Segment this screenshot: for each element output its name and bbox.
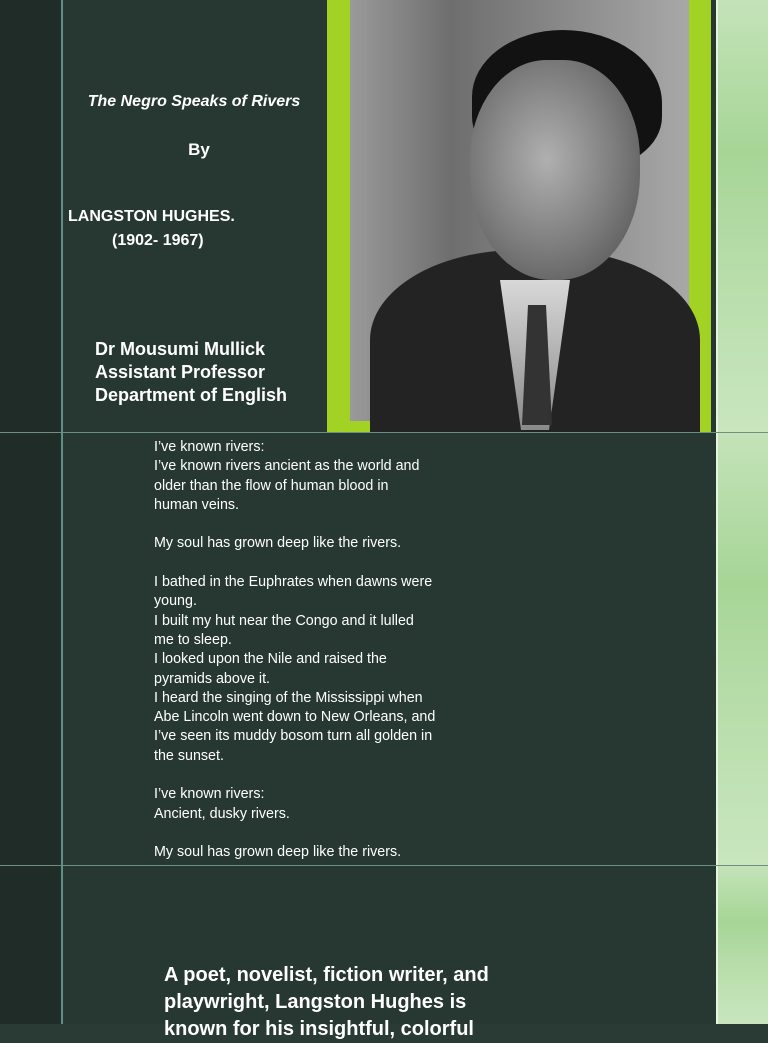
poem-slide <box>0 433 768 865</box>
lecturer-name: Dr Mousumi Mullick <box>95 339 266 359</box>
bio-line: playwright, Langston Hughes is <box>164 991 467 1013</box>
left-band <box>0 0 61 432</box>
poem-line: I’ve seen its muddy bosom turn all golden in <box>154 728 433 745</box>
poem-line: Abe Lincoln went down to New Orleans, and <box>154 709 436 726</box>
poem-stanza <box>154 785 514 824</box>
poem-line: young. <box>154 593 197 610</box>
poem-line: older than the flow of human blood in <box>154 477 389 494</box>
poem-stanza <box>154 534 514 553</box>
title-slide <box>0 0 768 432</box>
poem-line: I built my hut near the Congo and it lulled <box>154 612 414 629</box>
left-band <box>0 433 61 865</box>
poem-line: I looked upon the Nile and raised the <box>154 651 387 668</box>
author-name: LANGSTON HUGHES. <box>68 208 235 225</box>
green-side-panel <box>716 866 768 1024</box>
bio-line: A poet, novelist, fiction writer, and <box>164 964 489 986</box>
poem-stanza <box>154 438 514 515</box>
portrait-photo <box>350 0 689 421</box>
poem-line: Ancient, dusky rivers. <box>154 805 290 822</box>
poem-stanza <box>154 843 514 862</box>
poem-line: My soul has grown deep like the rivers. <box>154 844 402 861</box>
poem-line: My soul has grown deep like the rivers. <box>154 535 402 552</box>
poem-text <box>154 438 514 882</box>
bio-text <box>164 962 564 1043</box>
lecturer-title: Assistant Professor <box>95 362 266 382</box>
lecturer-department: Department of English <box>95 385 288 405</box>
poem-line: human veins. <box>154 496 240 513</box>
green-side-panel <box>716 0 768 432</box>
poem-line: I’ve known rivers: <box>154 439 265 455</box>
poem-line: I’ve known rivers ancient as the world and <box>154 458 420 475</box>
bio-slide <box>0 866 768 1040</box>
author-years: (1902- 1967) <box>112 232 204 249</box>
poem-line: the sunset. <box>154 747 224 764</box>
portrait-frame <box>327 0 711 432</box>
poem-title: The Negro Speaks of Rivers <box>87 93 301 110</box>
lecturer-block <box>95 338 287 407</box>
bio-line: known for his insightful, colorful <box>164 1018 474 1040</box>
left-band-line <box>61 433 63 865</box>
poem-line: I’ve known rivers: <box>154 786 265 803</box>
poem-line: pyramids above it. <box>154 670 271 687</box>
poem-line: I bathed in the Euphrates when dawns were <box>154 574 433 591</box>
by-label: By <box>188 140 210 159</box>
poem-line: me to sleep. <box>154 631 232 648</box>
left-band-line <box>61 866 63 1024</box>
poem-stanza <box>154 573 514 766</box>
green-side-panel <box>716 433 768 865</box>
poem-line: I heard the singing of the Mississippi when <box>154 689 423 706</box>
left-band <box>0 866 61 1024</box>
photo-face <box>470 60 640 280</box>
left-band-line <box>61 0 63 432</box>
